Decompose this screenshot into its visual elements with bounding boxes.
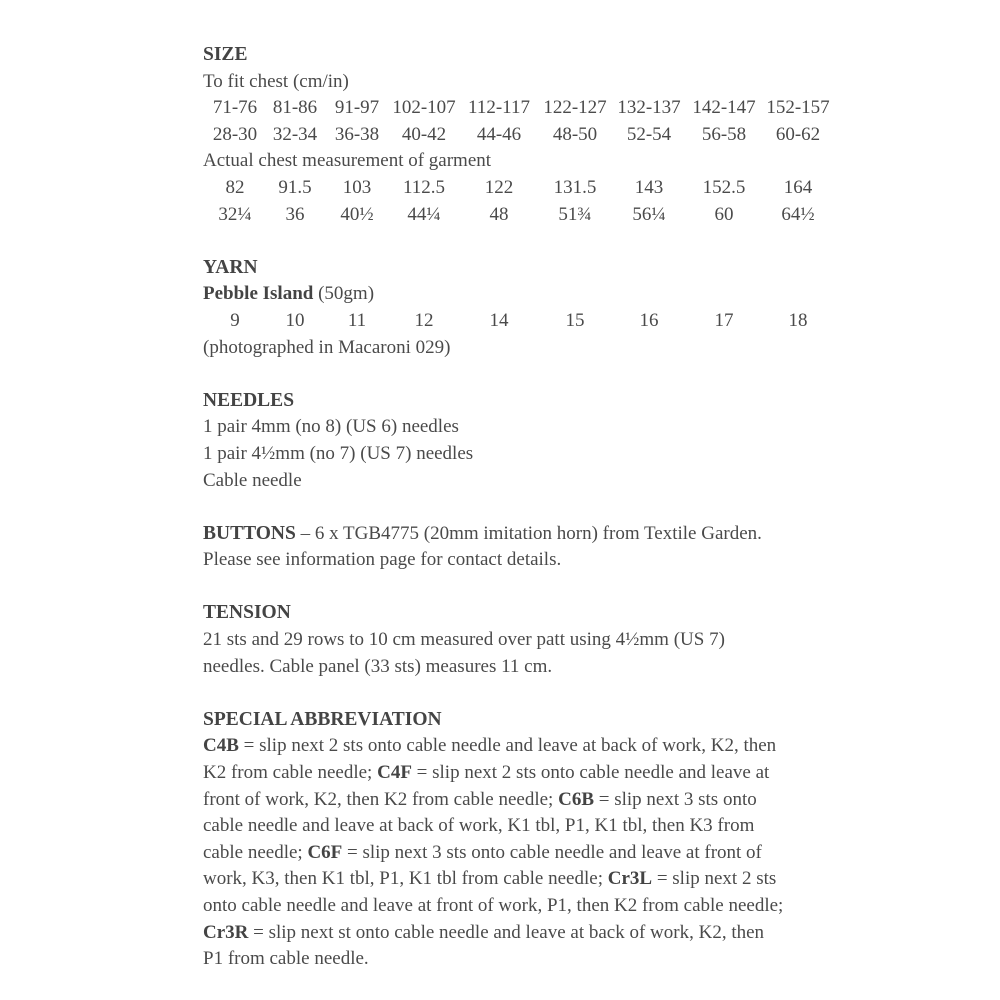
yarn-quantity-cell: 16 [639, 309, 659, 331]
actual-in-cell: 40½ [340, 203, 374, 225]
actual-cm-cell: 91.5 [278, 176, 312, 198]
size-in-cell: 28-30 [212, 123, 258, 145]
actual-cm-cell: 103 [342, 176, 372, 198]
size-cm-cell: 142-147 [692, 97, 756, 119]
abbrev-text: = slip next 3 sts onto [594, 788, 757, 810]
actual-cm-row [203, 175, 903, 202]
tension-section [203, 600, 903, 680]
size-cm-row [203, 95, 903, 122]
size-cm-cell: 91-97 [334, 97, 380, 119]
yarn-name-line [203, 281, 903, 308]
yarn-heading: YARN [203, 256, 258, 278]
yarn-quantity-cell: 11 [347, 309, 367, 331]
yarn-weight: (50gm) [313, 283, 375, 305]
size-cm-cell: 122-127 [543, 97, 607, 119]
tension-line: 21 sts and 29 rows to 10 cm measured over patt using 4½mm (US 7) [203, 629, 725, 651]
abbrev-text: = slip next 3 sts onto cable needle and leave at front of [342, 841, 762, 863]
abbreviation-section [203, 707, 903, 973]
abbreviation-line: onto cable needle and leave at front of work, P1, then K2 from cable needle; [203, 895, 784, 916]
size-in-cell: 60-62 [775, 123, 821, 145]
size-in-cell: 48-50 [552, 123, 598, 145]
yarn-quantity-cell: 12 [414, 309, 434, 331]
abbreviation-line [203, 733, 903, 760]
actual-cm-cell: 112.5 [402, 176, 446, 198]
actual-cm-cell: 152.5 [702, 176, 746, 198]
abbrev-term: C4B [203, 735, 239, 757]
abbrev-text: cable needle; [203, 841, 308, 863]
size-cm-cell: 152-157 [766, 97, 830, 119]
actual-cm-cell: 82 [225, 176, 245, 198]
buttons-detail: – 6 x TGB4775 (20mm imitation horn) from Textile Garden. [295, 522, 762, 544]
section-gap [203, 494, 903, 521]
actual-in-cell: 56¼ [632, 203, 666, 225]
abbrev-term: Cr3R [203, 921, 249, 943]
section-gap [203, 361, 903, 388]
size-in-cell: 52-54 [626, 123, 672, 145]
section-gap [203, 680, 903, 707]
yarn-note: (photographed in Macaroni 029) [203, 336, 451, 358]
abbreviation-heading: SPECIAL ABBREVIATION [203, 708, 442, 730]
size-heading: SIZE [203, 44, 248, 65]
pattern-page [203, 42, 903, 973]
abbrev-text: = slip next 2 sts onto cable needle and leave at [411, 762, 770, 784]
buttons-line-2: Please see information page for contact details. [203, 549, 562, 571]
abbrev-text: = slip next st onto cable needle and leave at back of work, K2, then [248, 921, 765, 943]
actual-cm-cell: 131.5 [553, 176, 597, 198]
yarn-quantity-cell: 15 [565, 309, 585, 331]
buttons-section [203, 521, 903, 574]
buttons-line-1 [203, 521, 903, 548]
yarn-quantity-cell: 18 [788, 309, 808, 331]
actual-cm-cell: 164 [783, 176, 813, 198]
actual-in-cell: 44¼ [407, 203, 441, 225]
abbreviation-line: cable needle and leave at back of work, K1 tbl, P1, K1 tbl, then K3 from [203, 815, 755, 837]
abbreviation-line [203, 787, 903, 814]
size-cm-cell: 81-86 [272, 97, 318, 119]
size-in-cell: 44-46 [476, 123, 522, 145]
tension-heading: TENSION [203, 602, 291, 624]
yarn-section [203, 255, 903, 361]
section-gap [203, 574, 903, 601]
size-section [203, 42, 903, 228]
size-in-cell: 40-42 [401, 123, 447, 145]
actual-in-row [203, 202, 903, 229]
needles-heading: NEEDLES [203, 389, 295, 411]
actual-in-cell: 36 [285, 203, 305, 225]
yarn-quantity-cell: 10 [285, 309, 305, 331]
needle-item: 1 pair 4½mm (no 7) (US 7) needles [203, 442, 474, 464]
abbrev-text: = slip next 2 sts [652, 868, 777, 890]
abbreviation-line [203, 866, 903, 893]
actual-in-cell: 32¼ [218, 203, 252, 225]
yarn-quantity-cell: 17 [714, 309, 734, 331]
abbreviation-line [203, 840, 903, 867]
abbreviation-line: P1 from cable needle. [203, 948, 369, 970]
abbrev-term: C6F [307, 841, 343, 863]
fit-chest-label: To fit chest (cm/in) [203, 70, 349, 92]
size-in-cell: 36-38 [334, 123, 380, 145]
yarn-quantity-cell: 14 [489, 309, 509, 331]
tension-line: needles. Cable panel (33 sts) measures 11 cm. [203, 655, 553, 677]
actual-in-cell: 64½ [781, 203, 815, 225]
actual-chest-label: Actual chest measurement of garment [203, 150, 492, 172]
actual-in-cell: 60 [714, 203, 734, 225]
needles-section [203, 388, 903, 494]
section-gap [203, 228, 903, 255]
actual-cm-cell: 143 [634, 176, 664, 198]
size-cm-cell: 132-137 [617, 97, 681, 119]
abbrev-text: front of work, K2, then K2 from cable needle; [203, 788, 559, 810]
buttons-heading: BUTTONS [203, 522, 296, 544]
abbrev-text: K2 from cable needle; [203, 762, 378, 784]
needle-item: 1 pair 4mm (no 8) (US 6) needles [203, 416, 459, 438]
size-cm-cell: 112-117 [468, 97, 530, 119]
yarn-quantity-cell: 9 [230, 309, 240, 331]
abbrev-text: = slip next 2 sts onto cable needle and leave at back of work, K2, then [238, 735, 777, 757]
size-in-cell: 32-34 [272, 123, 318, 145]
yarn-name: Pebble Island [203, 283, 314, 305]
yarn-quantity-row [203, 308, 903, 335]
abbrev-term: C6B [558, 788, 594, 810]
abbreviation-line [203, 760, 903, 787]
abbrev-term: C4F [377, 762, 412, 784]
actual-in-cell: 48 [489, 203, 509, 225]
abbrev-text: work, K3, then K1 tbl, P1, K1 tbl from cable needle; [203, 868, 608, 890]
abbreviation-line [203, 920, 903, 947]
abbrev-term: Cr3L [607, 868, 653, 890]
size-cm-cell: 102-107 [392, 97, 456, 119]
size-in-row [203, 122, 903, 149]
actual-cm-cell: 122 [484, 176, 514, 198]
size-cm-cell: 71-76 [212, 97, 258, 119]
size-in-cell: 56-58 [701, 123, 747, 145]
needle-item: Cable needle [203, 469, 302, 491]
actual-in-cell: 51¾ [558, 203, 592, 225]
